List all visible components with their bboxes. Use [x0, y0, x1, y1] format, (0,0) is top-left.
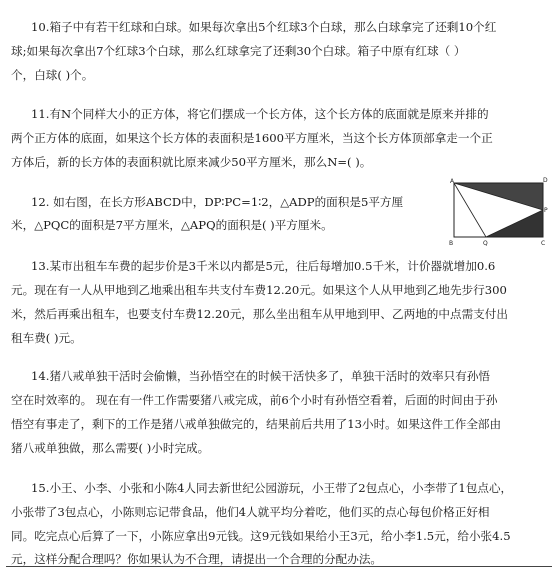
- problem-14-line-4: 猪八戒单独做，那么需要( )小时完成。: [11, 441, 210, 455]
- problem-11-line-1: 11.有N个同样大小的正方体，将它们摆成一个长方体，这个长方体的底面就是原来并排的: [31, 107, 489, 121]
- problem-13-line-2: 元。现在有一人从甲地到乙地乘出租车共支付车费12.20元。如果这个人从甲地到乙地先步行300: [11, 283, 507, 297]
- problem-14-line-2: 空在时效率的。 现在有一件工作需要猪八戒完成，前6个小时有孙悟空看着，后面的时间由于孙: [11, 393, 498, 407]
- problem-10-line-3: 个，白球( )个。: [11, 68, 94, 82]
- problem-15-line-4: 元，这样分配合理吗？你如果认为不合理，请提出一个合理的分配办法。: [11, 552, 383, 566]
- label-q: Q: [483, 240, 488, 247]
- problem-12-line-2: 米，△PQC的面积是7平方厘米，△APQ的面积是( )平方厘米。: [11, 218, 333, 232]
- problem-15-line-2: 小张带了3包点心，小陈则忘记带食品，他们4人就平均分着吃，他们买的点心每包价格正好相: [11, 505, 490, 519]
- problem-11-line-3: 方体后，新的长方体的表面积就比原来减少50平方厘米，那么N=( )。: [11, 155, 372, 169]
- problem-10-line-1: 10.箱子中有若干红球和白球。如果每次拿出5个红球3个白球，那么白球拿完了还剩10个红: [31, 20, 497, 34]
- label-p: P: [544, 207, 548, 214]
- problem-15-line-3: 同。吃完点心后算了一下，小陈应拿出9元钱。这9元钱如果给小王3元，给小李1.5元，给小张4.5: [11, 529, 511, 543]
- problem-12-line-1: 12. 如右图，在长方形ABCD中，DP∶PC=1∶2，△ADP的面积是5平方厘: [31, 195, 404, 209]
- label-a: A: [450, 178, 455, 185]
- problem-13-line-3: 米，然后再乘出租车，也要支付车费12.20元，那么坐出租车从甲地到甲、乙两地的中点需支付出: [11, 307, 508, 321]
- label-b: B: [449, 240, 454, 247]
- label-c: C: [541, 240, 546, 247]
- problem-14-line-3: 悟空有事走了，剩下的工作是猪八戒单独做完的，结果前后共用了13小时。如果这件工作全部由: [11, 417, 502, 431]
- problem-15-line-1: 15.小王、小李、小张和小陈4人同去新世纪公园游玩，小王带了2包点心，小李带了1包点心，: [31, 481, 513, 495]
- problem-13-line-4: 租车费( )元。: [11, 331, 82, 345]
- problem-10-line-2: 球;如果每次拿出7个红球3个白球，那么红球拿完了还剩30个白球。箱子中原有红球（ ）: [11, 44, 466, 58]
- problem-14-line-1: 14.猪八戒单独干活时会偷懒，当孙悟空在的时候干活快多了，单独干活时的效率只有孙悟: [31, 369, 491, 383]
- problem-11-line-2: 两个正方体的底面，如果这个长方体的表面积是1600平方厘米，当这个长方体顶部拿走一个正: [11, 131, 493, 145]
- rectangle-abcd-figure: [447, 177, 547, 249]
- problem-13-line-1: 13.某市出租车车费的起步价是3千米以内都是5元，往后每增加0.5千米，计价器就增加0.6: [31, 259, 496, 273]
- page-bottom-rule: [6, 566, 552, 567]
- label-d: D: [543, 177, 548, 184]
